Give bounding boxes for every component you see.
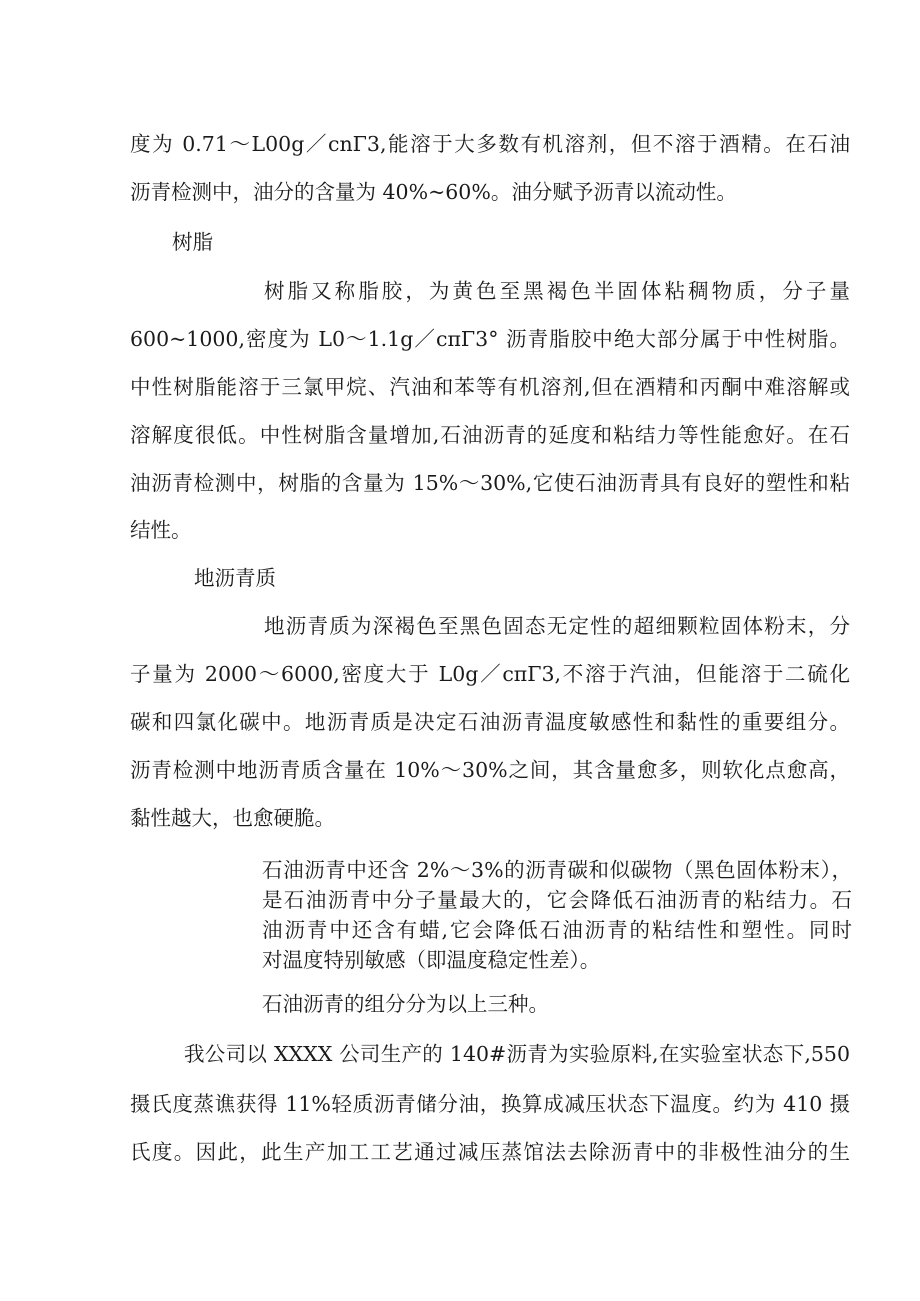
paragraph-line: 度为 0.71～L00g／cnΓ3,能溶于大多数有机溶剂，但不溶于酒精。在石油: [130, 132, 850, 156]
indented-line: 对温度特别敏感（即温度稳定性差）。: [262, 948, 601, 972]
paragraph-line: 中性树脂能溶于三氯甲烷、汽油和苯等有机溶剂,但在酒精和丙酮中难溶解或: [130, 375, 850, 399]
paragraph-line: 树脂又称脂胶，为黄色至黑褐色半固体粘稠物质，分子量: [264, 279, 850, 303]
paragraph-line: 600~1000,密度为 L0～1.1g／cπΓ3° 沥青脂胶中绝大部分属于中性树脂。: [130, 327, 850, 351]
paragraph-line: 结性。: [130, 518, 192, 542]
paragraph-line: 碳和四氯化碳中。地沥青质是决定石油沥青温度敏感性和黏性的重要组分。: [130, 710, 850, 734]
paragraph-line: 溶解度很低。中性树脂含量增加,石油沥青的延度和粘结力等性能愈好。在石: [130, 423, 850, 447]
indented-line: 石油沥青中还含 2%～3%的沥青碳和似碳物（黑色固体粉末），: [262, 858, 852, 882]
paragraph-line: 油沥青检测中，树脂的含量为 15%～30%,它使石油沥青具有良好的塑性和粘: [130, 471, 850, 495]
summary-line: 石油沥青的组分分为以上三种。: [262, 992, 549, 1016]
paragraph-line: 沥青检测中，油分的含量为 40%~60%。油分赋予沥青以流动性。: [130, 180, 737, 204]
paragraph-line: 地沥青质为深褐色至黑色固态无定性的超细颗粒固体粉末，分: [264, 614, 850, 638]
paragraph-line: 沥青检测中地沥青质含量在 10%～30%之间，其含量愈多，则软化点愈高，: [130, 758, 850, 782]
indented-line: 是石油沥青中分子量最大的，它会降低石油沥青的粘结力。石: [262, 888, 852, 912]
paragraph-line: 子量为 2000～6000,密度大于 L0g／cπΓ3,不溶于汽油，但能溶于二硫化: [130, 662, 850, 686]
paragraph-line: 氏度。因此，此生产加工工艺通过减压蒸馆法去除沥青中的非极性油分的生: [130, 1140, 850, 1164]
paragraph-line: 摄氏度蒸谯获得 11%轻质沥青储分油，换算成减压状态下温度。约为 410 摄: [130, 1092, 850, 1116]
section-heading-asphaltene: 地沥青质: [194, 566, 276, 590]
paragraph-line: 黏性越大，也愈硬脆。: [130, 806, 335, 830]
section-heading-resin: 树脂: [172, 230, 213, 254]
paragraph-line: 我公司以 XXXX 公司生产的 140#沥青为实验原料,在实验室状态下,550: [184, 1042, 850, 1066]
indented-line: 油沥青中还含有蜡,它会降低石油沥青的粘结性和塑性。同时: [262, 918, 852, 942]
